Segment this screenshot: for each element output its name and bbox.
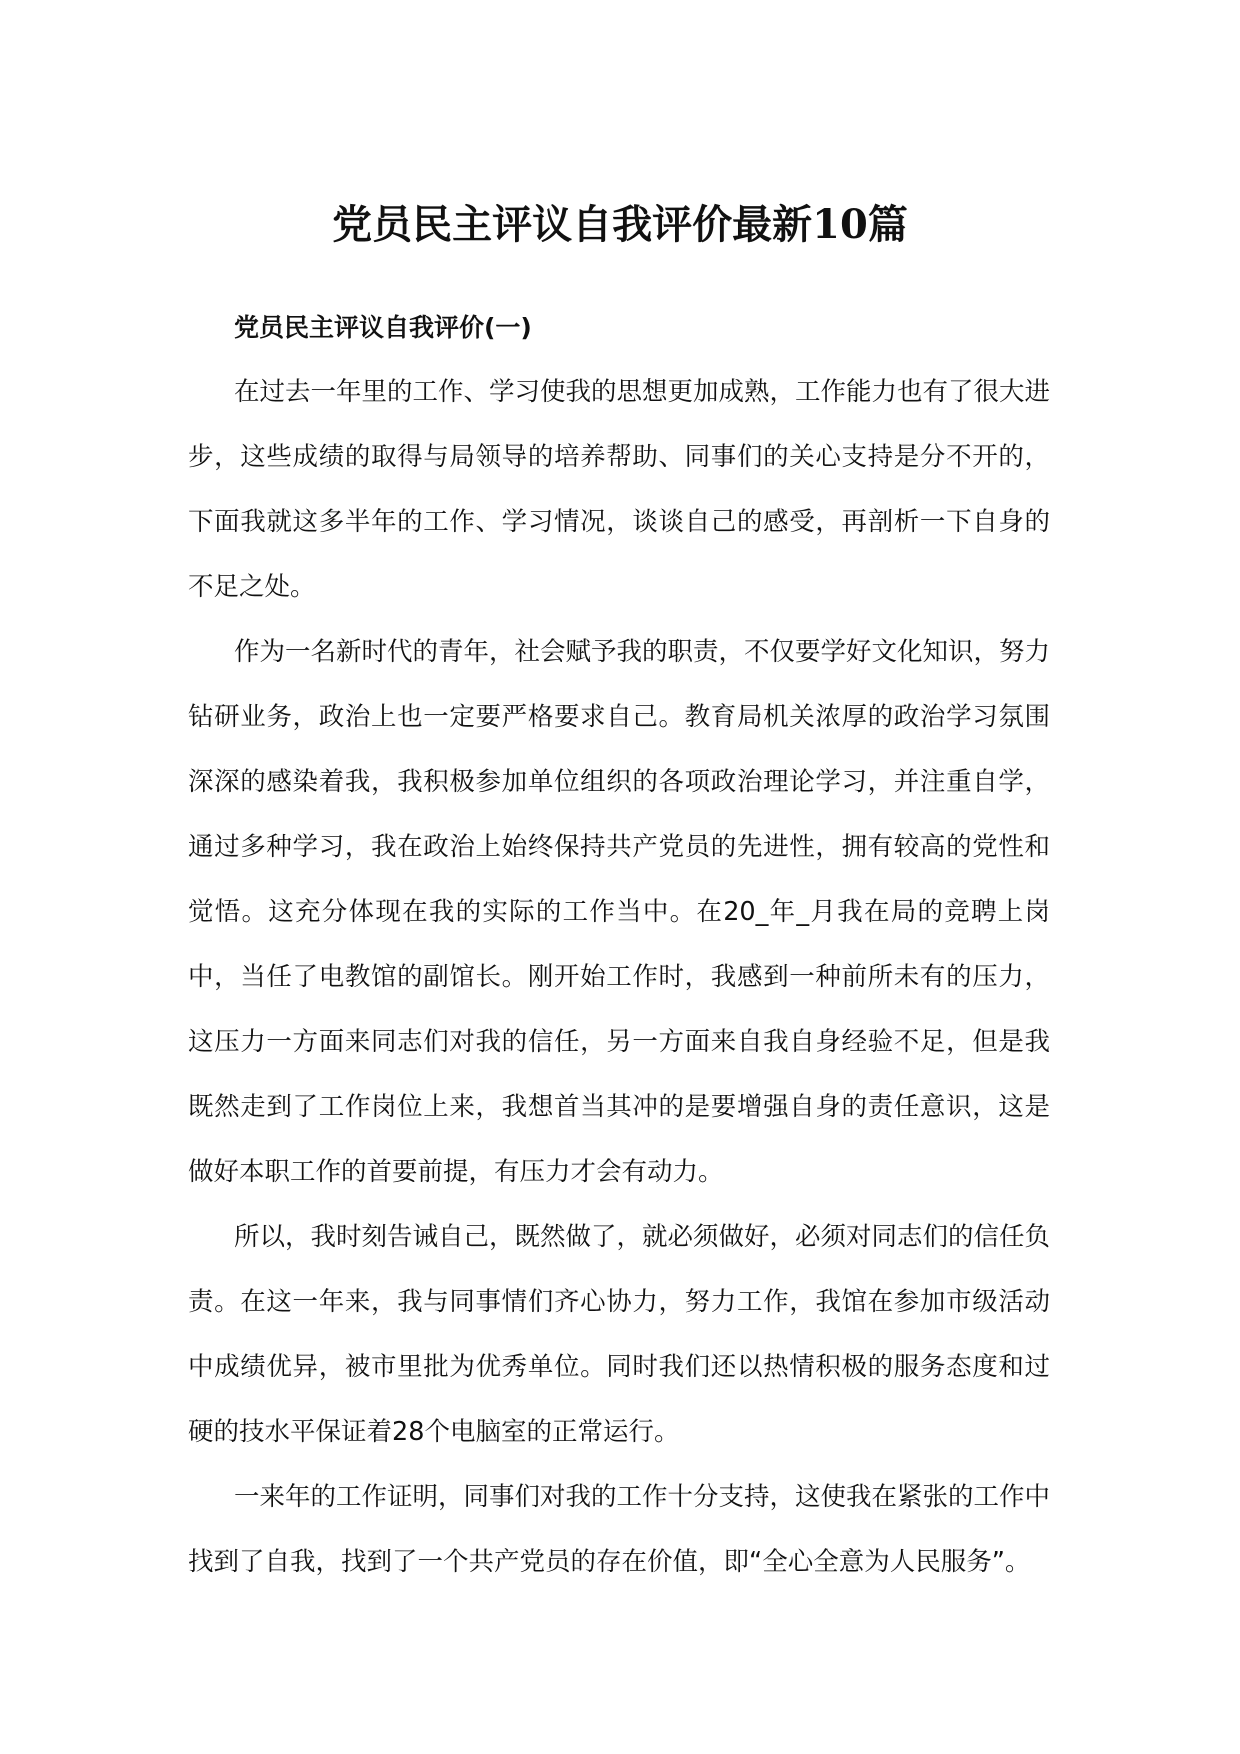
document-title: 党员民主评议自我评价最新10篇 xyxy=(332,201,908,248)
paragraph-1: 在过去一年里的工作、学习使我的思想更加成熟，工作能力也有了很大进步，这些成绩的取得与局领导的培养帮助、同事们的关心支持是分不开的，下面我就这多半年的工作、学习情况，谈谈自己的感受，再剖析一下自身的不足之处。 xyxy=(188,377,1051,602)
paragraph-4: 一来年的工作证明，同事们对我的工作十分支持，这使我在紧张的工作中找到了自我，找到了一个共产党员的存在价值，即“全心全意为人民服务”。 xyxy=(188,1482,1051,1577)
paragraph-2: 作为一名新时代的青年，社会赋予我的职责，不仅要学好文化知识，努力钻研业务，政治上也一定要严格要求自己。教育局机关浓厚的政治学习氛围深深的感染着我，我积极参加单位组织的各项政治理论学习，并注重自学，通过多种学习，我在政治上始终保持共产党员的先进性，拥有较高的党性和觉悟。这充分体现在我的实际的工作当中。在20_年_月我在局的竞聘上岗中，当任了电教馆的副馆长。刚开始工作时，我感到一种前所未有的压力，这压力一方面来同志们对我的信任，另一方面来自我自身经验不足，但是我既然走到了工作岗位上来，我想首当其冲的是要增强自身的责任意识，这是做好本职工作的首要前提，有压力才会有动力。 xyxy=(188,637,1051,1187)
paragraph-3: 所以，我时刻告诫自己，既然做了，就必须做好，必须对同志们的信任负责。在这一年来，我与同事情们齐心协力，努力工作，我馆在参加市级活动中成绩优异，被市里批为优秀单位。同时我们还以热情积极的服务态度和过硬的技水平保证着28个电脑室的正常运行。 xyxy=(188,1222,1051,1447)
section-heading: 党员民主评议自我评价(一) xyxy=(234,313,532,342)
document-body xyxy=(188,295,1050,1595)
